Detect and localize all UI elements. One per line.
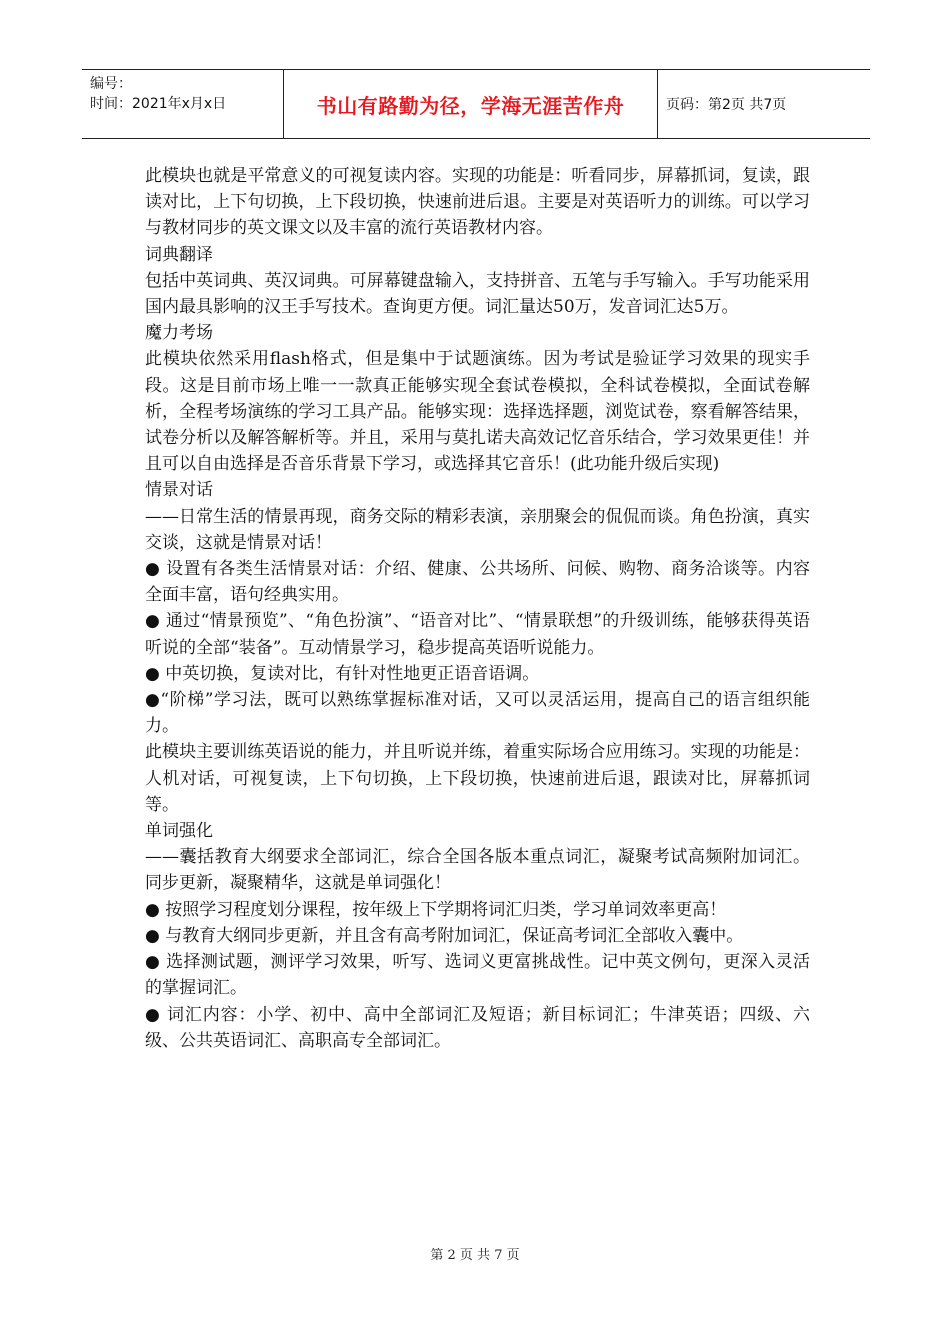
document-body — [145, 163, 810, 1054]
paragraph-dialogue-summary: 此模块主要训练英语说的能力，并且听说并练，着重实际场合应用练习。实现的功能是：人机对话，可视复读，上下句切换，上下段切换，快速前进后退，跟读对比，屏幕抓词等。 — [145, 742, 810, 815]
bullet-item: ● 通过“情景预览”、“角色扮演”、“语音对比”、“情景联想”的升级训练，能够获得英语听说的全部“装备”。互动情景学习，稳步提高英语听说能力。 — [145, 611, 810, 658]
page-header — [82, 69, 870, 139]
section-heading-dictionary: 词典翻译 — [145, 244, 213, 265]
paragraph-dictionary: 包括中英词典、英汉词典。可屏幕键盘输入，支持拼音、五笔与手写输入。手写功能采用国内最具影响的汉王手写技术。查询更方便。词汇量达50万，发音词汇达5万。 — [145, 270, 810, 318]
paragraph-dialogue-intro: ——日常生活的情景再现，商务交际的精彩表演，亲朋聚会的侃侃而谈。角色扮演，真实交谈，这就是情景对话！ — [145, 506, 810, 553]
section-heading-exam: 魔力考场 — [145, 323, 213, 344]
bullet-item: ● 选择测试题，测评学习效果，听写、选词义更富挑战性。记中英文例句，更深入灵活的掌握词汇。 — [145, 952, 810, 999]
paragraph-vocabulary-intro: ——囊括教育大纲要求全部词汇，综合全国各版本重点词汇，凝聚考试高频附加词汇。 同步更新，凝聚精华，这就是单词强化！ — [145, 847, 810, 894]
number-label: 编号： — [90, 76, 132, 92]
paragraph-exam: 此模块依然采用flash格式，但是集中于试题演练。因为考试是验证学习效果的现实手段。这是目前市场上唯一一款真正能够实现全套试卷模拟，全科试卷模拟，全面试卷解析，全程考场演练的学习工具产品。能够实现：选择选择题，浏览试卷，察看解答结果，试卷分析以及解答解析等。并且，采用与莫扎诺夫高效记忆音乐结合，学习效果更佳！并且可以自由选择是否音乐背景下学习，或选择其它音乐！(此功能升级后实现) — [145, 349, 810, 475]
page-footer: 第 2 页 共 7 页 — [430, 1248, 520, 1263]
bullet-item: ● 按照学习程度划分课程，按年级上下学期将词汇归类，学习单词效率更高！ — [145, 899, 727, 920]
bullet-item: ● 词汇内容：小学、初中、高中全部词汇及短语；新目标词汇；牛津英语；四级、六级、公共英语词汇、高职高专全部词汇。 — [145, 1004, 810, 1051]
header-page-info: 页码：第2页 共7页 — [666, 97, 787, 113]
bullet-item: ●“阶梯”学习法，既可以熟练掌握标准对话，又可以灵活运用，提高自己的语言组织能力。 — [145, 690, 810, 737]
time-label: 时间：2021年x月x日 — [90, 96, 227, 112]
header-meta — [82, 70, 284, 138]
bullet-item: ● 设置有各类生活情景对话：介绍、健康、公共场所、问候、购物、商务洽谈等。内容全面丰富，语句经典实用。 — [145, 559, 810, 606]
section-heading-dialogue: 情景对话 — [145, 480, 213, 501]
bullet-item: ● 中英切换，复读对比，有针对性地更正语音语调。 — [145, 663, 540, 684]
header-motto: 书山有路勤为径，学海无涯苦作舟 — [284, 70, 658, 138]
bullet-item: ● 与教育大纲同步更新，并且含有高考附加词汇，保证高考词汇全部收入囊中。 — [145, 925, 744, 946]
paragraph-video-module: 此模块也就是平常意义的可视复读内容。实现的功能是：听看同步，屏幕抓词，复读，跟读对比，上下句切换，上下段切换，快速前进后退。主要是对英语听力的训练。可以学习与教材同步的英文课文以及丰富的流行英语教材内容。 — [145, 166, 810, 239]
section-heading-vocabulary: 单词强化 — [145, 821, 213, 842]
